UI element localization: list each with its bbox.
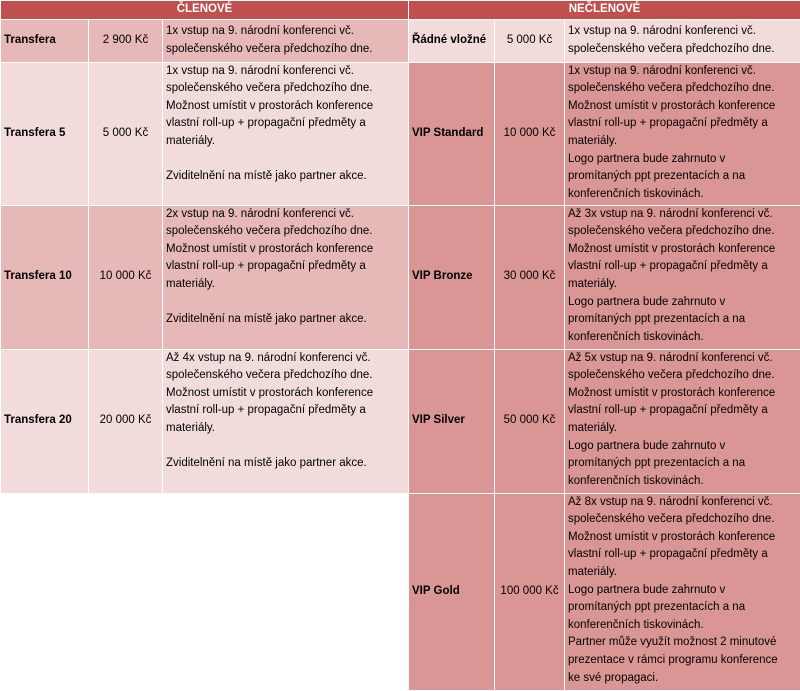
description-line: Zviditelnění na místě jako partner akce. (166, 311, 405, 329)
member-tier-name: Transfera 5 (1, 62, 89, 205)
header-row (1, 1, 800, 20)
description-line: Zviditelnění na místě jako partner akce. (166, 168, 405, 186)
member-tier-price: 2 900 Kč (89, 19, 163, 62)
description-line: Partner může využít možnost 2 minutové (568, 634, 797, 652)
description-line: prezentace v rámci programu konference (568, 652, 797, 670)
description-line: materiály. (166, 133, 405, 151)
table-row (1, 493, 800, 690)
description-line: Logo partnera bude zahrnuto v (568, 151, 797, 169)
description-line: Možnost umístit v prostorách konference (166, 385, 405, 403)
nonmember-tier-name: VIP Silver (409, 349, 495, 493)
description-line: Až 5x vstup na 9. národní konferenci vč. (568, 350, 797, 368)
description-line: promítaných ppt prezentacích a na (568, 311, 797, 329)
table-row (1, 205, 800, 349)
description-line: 2x vstup na 9. národní konferenci vč. (166, 206, 405, 224)
member-tier-description (163, 19, 409, 62)
description-line: materiály. (166, 420, 405, 438)
description-line: Až 8x vstup na 9. národní konferenci vč. (568, 494, 797, 512)
members-header: ČLENOVÉ (1, 1, 409, 20)
description-line: Logo partnera bude zahrnuto v (568, 438, 797, 456)
member-tier-name: Transfera 20 (1, 349, 89, 493)
nonmember-tier-description (565, 493, 800, 690)
table-row (1, 62, 800, 205)
description-line: vlastní roll-up + propagační předměty a (568, 115, 797, 133)
nonmember-tier-price: 10 000 Kč (495, 62, 565, 205)
nonmember-tier-price: 5 000 Kč (495, 19, 565, 62)
description-line: konferenčních tiskovinách. (568, 473, 797, 491)
description-line: 1x vstup na 9. národní konferenci vč. (568, 23, 797, 41)
nonmember-tier-description (565, 19, 800, 62)
nonmember-tier-name: VIP Gold (409, 493, 495, 690)
member-tier-description (163, 349, 409, 493)
description-line: 1x vstup na 9. národní konferenci vč. (568, 63, 797, 81)
description-spacer (166, 294, 405, 312)
description-line: společenského večera předchozího dne. (568, 367, 797, 385)
description-line: promítaných ppt prezentacích a na (568, 599, 797, 617)
description-line: Možnost umístit v prostorách konference (166, 98, 405, 116)
description-line: společenského večera předchozího dne. (568, 80, 797, 98)
description-line: vlastní roll-up + propagační předměty a (166, 258, 405, 276)
nonmember-tier-price: 30 000 Kč (495, 205, 565, 349)
description-line: Logo partnera bude zahrnuto v (568, 294, 797, 312)
nonmember-tier-description (565, 349, 800, 493)
description-line: promítaných ppt prezentacích a na (568, 168, 797, 186)
description-line: společenského večera předchozího dne. (568, 223, 797, 241)
member-tier-price: 20 000 Kč (89, 349, 163, 493)
member-tier-name: Transfera (1, 19, 89, 62)
member-tier-price: 10 000 Kč (89, 205, 163, 349)
description-line: společenského večera předchozího dne. (166, 367, 405, 385)
description-line: společenského večera předchozího dne. (568, 41, 797, 59)
nonmember-tier-name: VIP Standard (409, 62, 495, 205)
description-line: materiály. (568, 564, 797, 582)
description-line: společenského večera předchozího dne. (166, 41, 405, 59)
description-line: ke své propagaci. (568, 670, 797, 688)
empty-member-cell (1, 493, 409, 690)
description-line: Logo partnera bude zahrnuto v (568, 582, 797, 600)
description-line: Až 4x vstup na 9. národní konferenci vč. (166, 350, 405, 368)
description-line: Až 3x vstup na 9. národní konferenci vč. (568, 206, 797, 224)
nonmembers-header: NEČLENOVÉ (409, 1, 800, 20)
description-line: společenského večera předchozího dne. (166, 223, 405, 241)
description-line: promítaných ppt prezentacích a na (568, 455, 797, 473)
description-line: společenského večera předchozího dne. (166, 80, 405, 98)
nonmember-tier-name: Řádné vložné (409, 19, 495, 62)
description-line: Možnost umístit v prostorách konference (568, 98, 797, 116)
description-line: materiály. (568, 133, 797, 151)
description-line: konferenčních tiskovinách. (568, 617, 797, 635)
description-line: materiály. (166, 276, 405, 294)
description-line: Možnost umístit v prostorách konference (568, 385, 797, 403)
description-line: vlastní roll-up + propagační předměty a (568, 258, 797, 276)
nonmember-tier-price: 100 000 Kč (495, 493, 565, 690)
description-line: 1x vstup na 9. národní konferenci vč. (166, 63, 405, 81)
description-line: konferenčních tiskovinách. (568, 329, 797, 347)
table-row (1, 19, 800, 62)
description-line: Zviditelnění na místě jako partner akce. (166, 455, 405, 473)
description-line: materiály. (568, 420, 797, 438)
description-line: společenského večera předchozího dne. (568, 511, 797, 529)
description-line: Možnost umístit v prostorách konference (568, 241, 797, 259)
nonmember-tier-name: VIP Bronze (409, 205, 495, 349)
nonmember-tier-description (565, 62, 800, 205)
nonmember-tier-price: 50 000 Kč (495, 349, 565, 493)
description-line: 1x vstup na 9. národní konferenci vč. (166, 23, 405, 41)
member-tier-description (163, 62, 409, 205)
description-line: Možnost umístit v prostorách konference (568, 529, 797, 547)
description-line: Možnost umístit v prostorách konference (166, 241, 405, 259)
member-tier-description (163, 205, 409, 349)
description-line: vlastní roll-up + propagační předměty a (166, 115, 405, 133)
description-line: vlastní roll-up + propagační předměty a (568, 546, 797, 564)
table-row (1, 349, 800, 493)
description-line: materiály. (568, 276, 797, 294)
member-tier-price: 5 000 Kč (89, 62, 163, 205)
member-tier-name: Transfera 10 (1, 205, 89, 349)
nonmember-tier-description (565, 205, 800, 349)
description-line: vlastní roll-up + propagační předměty a (568, 402, 797, 420)
description-line: vlastní roll-up + propagační předměty a (166, 402, 405, 420)
description-spacer (166, 151, 405, 169)
description-spacer (166, 438, 405, 456)
description-line: konferenčních tiskovinách. (568, 186, 797, 204)
